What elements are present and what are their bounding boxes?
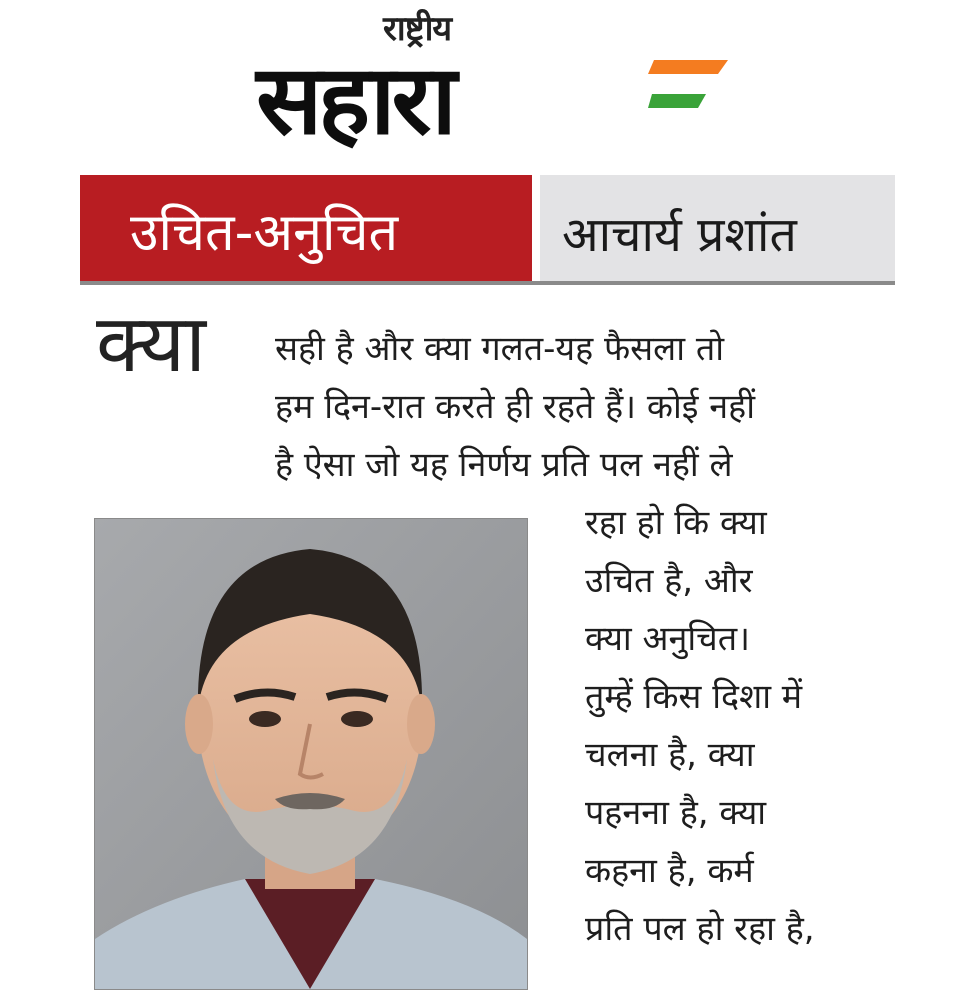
column-line: कहना है, कर्म — [585, 851, 754, 891]
masthead-kicker: राष्ट्रीय — [383, 9, 452, 49]
column-name-panel — [80, 175, 532, 285]
column-line: तुम्हें किस दिशा में — [585, 677, 803, 717]
column-line: चलना है, क्या — [585, 735, 755, 775]
band-divider — [80, 281, 895, 285]
section-band — [80, 175, 895, 285]
author-name: आचार्य प्रशांत — [562, 207, 797, 263]
column-line: रहा हो कि क्या — [585, 503, 767, 543]
masthead-brand: सहारा — [256, 44, 453, 156]
column-line: उचित है, और — [585, 561, 753, 601]
column-line: क्या अनुचित। — [585, 619, 751, 659]
column-text — [585, 494, 875, 958]
drop-word: क्या — [96, 297, 206, 390]
author-portrait-icon — [95, 519, 527, 989]
intro-line: है ऐसा जो यह निर्णय प्रति पल नहीं ले — [275, 445, 733, 485]
intro-text — [275, 320, 875, 494]
author-photo — [94, 518, 528, 990]
column-line: प्रति पल हो रहा है, — [585, 909, 815, 949]
author-panel — [540, 175, 895, 285]
tricolor-flag-icon — [648, 60, 728, 116]
column-name: उचित-अनुचित — [130, 203, 399, 263]
intro-line: हम दिन-रात करते ही रहते हैं। कोई नहीं — [275, 387, 756, 427]
intro-line: सही है और क्या गलत-यह फैसला तो — [275, 329, 725, 369]
masthead — [0, 0, 975, 175]
column-line: पहनना है, क्या — [585, 793, 767, 833]
